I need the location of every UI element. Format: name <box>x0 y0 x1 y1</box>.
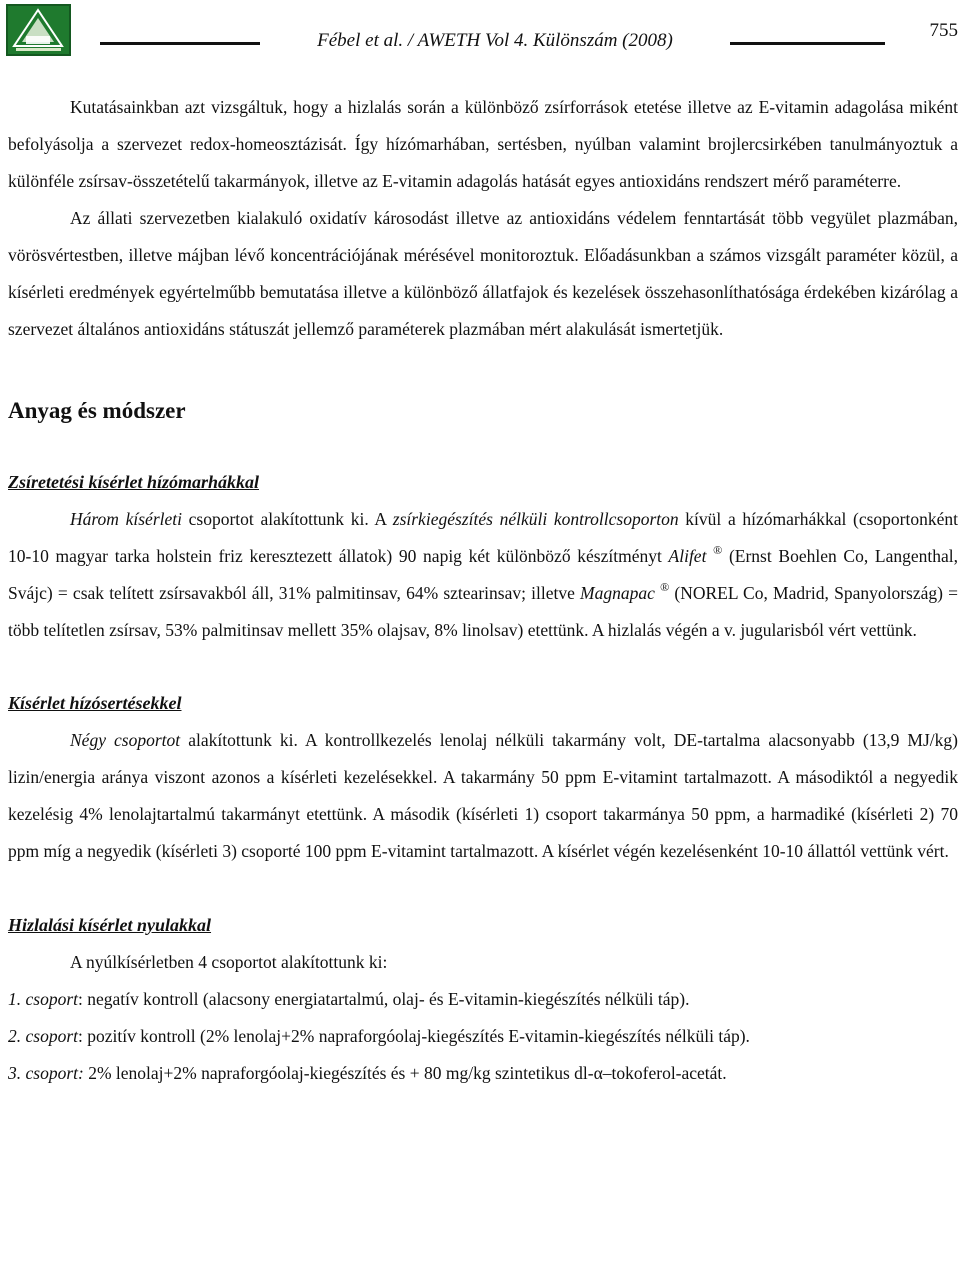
product-magnapac: Magnapac <box>580 583 655 603</box>
group-label: 2. csoport <box>8 1026 78 1046</box>
cattle-text-8: (NOREL Co, Madrid, Spanyolország) = több telítetlen zsírsav, 53% palmitinsav mellett 35% olajsav, 8% linolsav) etettünk. A hizlalás végén a v. jugularisból vért vettünk. <box>8 583 959 640</box>
group-text: : pozitív kontroll (2% lenolaj+2% napraforgóolaj-kiegészítés E-vitamin-kiegészítés nélküli táp). <box>78 1026 750 1046</box>
rabbits-heading: Hizlalási kísérlet nyulakkal <box>8 915 212 935</box>
running-header <box>100 30 890 60</box>
registered-mark-2: ® <box>660 580 670 594</box>
pigs-paragraph <box>8 722 958 870</box>
cattle-text-2: csoportot alakítottunk ki. A <box>181 509 393 529</box>
section-title: Anyag és módszer <box>8 398 186 423</box>
cattle-em-1: Három kísérleti <box>70 509 182 529</box>
group-text: : negatív kontroll (alacsony energiatartalmú, olaj- és E-vitamin-kiegészítés nélküli táp). <box>78 989 690 1009</box>
group-text: 2% lenolaj+2% napraforgóolaj-kiegészítés és + 80 mg/kg szintetikus dl-α–tokoferol-acetát. <box>83 1063 727 1083</box>
pigs-text-2: alakítottunk ki. A kontrollkezelés lenolaj nélküli takarmány volt, DE-tartalma alacsonyabb (13,9 MJ/kg) lizin/energia aránya viszont azonos a kísérleti kezelésekkel. A takarmány 50 ppm E-vitamint tartalmazott. A másodiktól a negyedik kezelésig 4% lenolajtartalmú takarmányt etettünk. A második (kísérleti 1) csoport takarmánya 50 ppm, a harmadiké (kísérleti 2) 70 ppm míg a negyedik (kísérleti 3) csoporté 100 ppm E-vitamint tartalmazott. A kísérlet végén kezelésenként 10-10 állattól vettünk vért. <box>8 730 958 861</box>
rabbit-group-list <box>8 981 958 1092</box>
page-body <box>8 89 958 1092</box>
rabbits-intro: A nyúlkísérletben 4 csoportot alakítottunk ki: <box>70 952 388 972</box>
cattle-text-6: (Ernst Boehlen Co, Langenthal, Svájc) = csak telített zsírsavakból áll, 31% palmitinsav, 64% sztearinsav; illetve <box>8 546 959 603</box>
group-label: 3. csoport: <box>8 1063 84 1083</box>
cattle-paragraph <box>8 501 958 649</box>
header-rule-left <box>100 42 260 45</box>
cattle-text-4: kívül a hízómarhákkal (csoportonként 10-10 magyar tarka holstein friz keresztezett állatok) 90 napig két különböző készítményt <box>8 509 959 566</box>
list-item <box>8 981 958 1018</box>
pigs-heading: Kísérlet hízósertésekkel <box>8 693 182 713</box>
cattle-em-3: zsírkiegészítés nélküli kontrollcsoporton <box>392 509 679 529</box>
header-rule-right <box>730 42 885 45</box>
list-item <box>8 1018 958 1055</box>
cattle-heading: Zsíretetési kísérlet hízómarhákkal <box>8 472 260 492</box>
registered-mark-1: ® <box>713 543 723 557</box>
header-title: Fébel et al. / AWETH Vol 4. Különszám (2008) <box>317 30 673 51</box>
intro-paragraph-1: Kutatásainkban azt vizsgáltuk, hogy a hizlalás során a különböző zsírforrások etetése illetve az E-vitamin adagolása miként befolyásolja a szervezet redox-homeosztázisát. Így hízómarhában, sertésben, nyúlban valamint brojlercsirkében tanulmányoztuk a különféle zsírsav-összetételű takarmányok, illetve az E-vitamin adagolás hatását egyes antioxidáns rendszert mérő paraméterre. <box>8 97 958 191</box>
product-alifet: Alifet <box>668 546 707 566</box>
group-label: 1. csoport <box>8 989 78 1009</box>
journal-logo <box>6 4 71 56</box>
pigs-em-1: Négy csoportot <box>70 730 181 750</box>
page-number: 755 <box>929 20 958 41</box>
list-item <box>8 1055 958 1092</box>
intro-paragraph-2: Az állati szervezetben kialakuló oxidatív károsodást illetve az antioxidáns védelem fenntartását több vegyület plazmában, vörösvértestben, illetve májban lévő koncentrációjának mérésével monitoroztuk. Előadásunkban a számos vizsgált paraméter közül, a kísérleti eredmények egyértelműbb bemutatása illetve a különböző állatfajok és kezelések összehasonlíthatósága érdekében kizárólag a szervezet általános antioxidáns státuszát jellemző paraméterek plazmában mért alakulását ismertetjük. <box>8 208 958 339</box>
